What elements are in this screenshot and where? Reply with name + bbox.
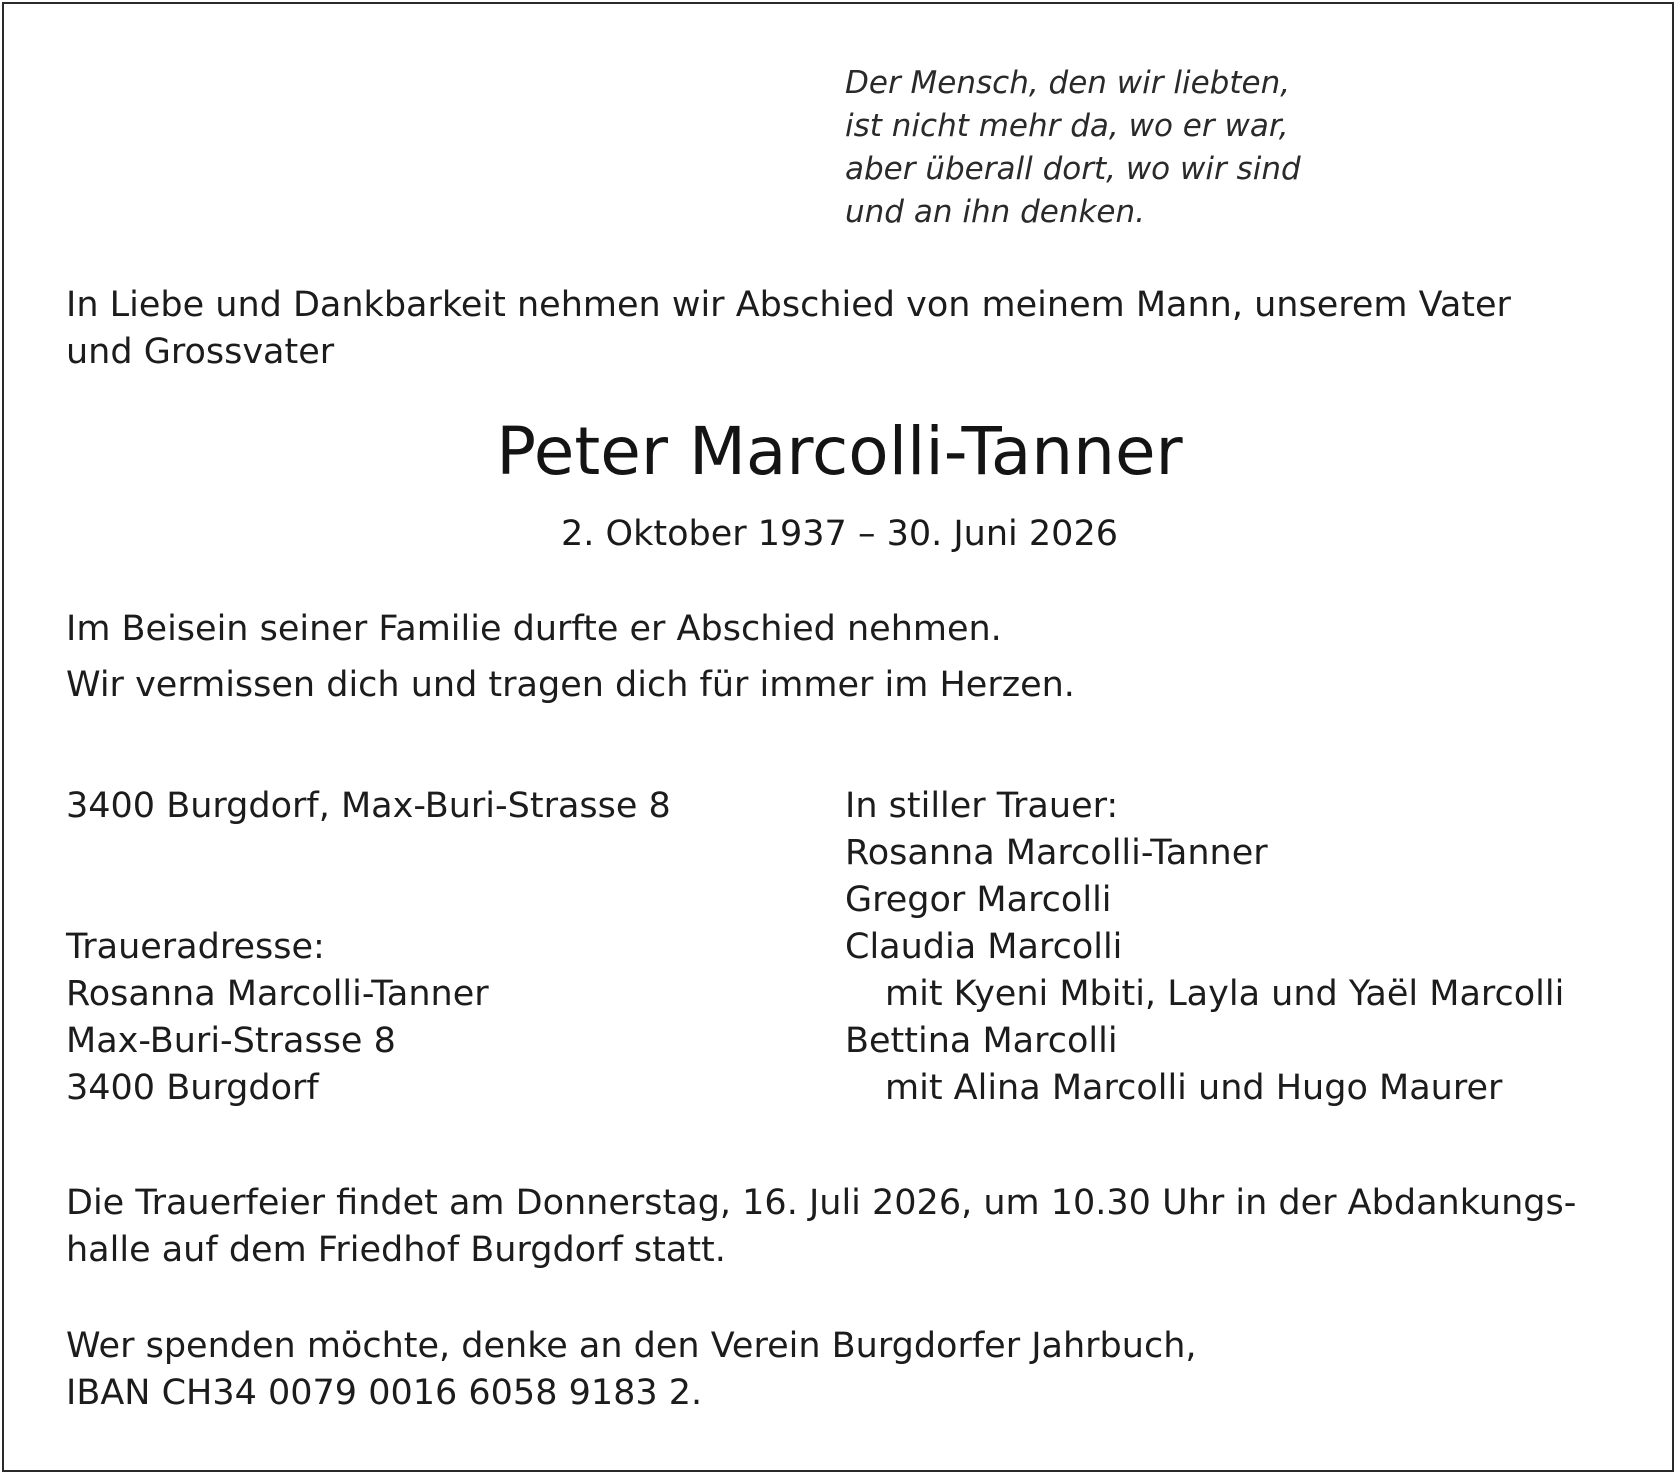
- quote-line: und an ihn denken.: [845, 194, 1146, 230]
- donation-info: [66, 1323, 1197, 1417]
- intro-text: [66, 282, 1511, 376]
- quote-line: aber überall dort, wo wir sind: [845, 151, 1301, 187]
- quote-line: Der Mensch, den wir liebten,: [845, 65, 1291, 101]
- ceremony-line: Die Trauerfeier findet am Donnerstag, 16. Juli 2026, um 10.30 Uhr in der Abdankungs-: [66, 1183, 1577, 1223]
- quote-line: ist nicht mehr da, wo er war,: [845, 108, 1289, 144]
- ceremony-info: [66, 1180, 1576, 1274]
- deceased-name: Peter Marcolli-Tanner: [496, 413, 1183, 490]
- mourners-label: In stiller Trauer:: [845, 786, 1119, 826]
- ceremony-line: halle auf dem Friedhof Burgdorf statt.: [66, 1230, 726, 1270]
- mourners-column: [845, 783, 1564, 1112]
- mourning-address-line: Max-Buri-Strasse 8: [66, 1021, 396, 1061]
- intro-line: In Liebe und Dankbarkeit nehmen wir Abschied von meinem Mann, unserem Vater: [66, 285, 1511, 325]
- life-dates: 2. Oktober 1937 – 30. Juni 2026: [561, 514, 1118, 554]
- residence-address: 3400 Burgdorf, Max-Buri-Strasse 8: [66, 786, 671, 826]
- memorial-quote: [845, 62, 1301, 234]
- farewell-line: Im Beisein seiner Familie durfte er Abschied nehmen.: [66, 609, 1002, 649]
- mourning-address-label: Traueradresse:: [66, 927, 325, 967]
- mourner-name: Gregor Marcolli: [845, 880, 1112, 920]
- mourner-name: Rosanna Marcolli-Tanner: [845, 833, 1268, 873]
- mourning-address-line: Rosanna Marcolli-Tanner: [66, 974, 489, 1014]
- donation-iban: IBAN CH34 0079 0016 6058 9183 2.: [66, 1373, 703, 1413]
- mourner-family: mit Alina Marcolli und Hugo Maurer: [885, 1068, 1503, 1108]
- mourning-address-line: 3400 Burgdorf: [66, 1068, 319, 1108]
- mourner-family: mit Kyeni Mbiti, Layla und Yaël Marcolli: [885, 974, 1565, 1014]
- mourner-name: Claudia Marcolli: [845, 927, 1123, 967]
- mourner-name: Bettina Marcolli: [845, 1021, 1118, 1061]
- farewell-line: Wir vermissen dich und tragen dich für immer im Herzen.: [66, 665, 1075, 705]
- intro-line: und Grossvater: [66, 332, 335, 372]
- donation-line: Wer spenden möchte, denke an den Verein Burgdorfer Jahrbuch,: [66, 1326, 1197, 1366]
- address-column: [66, 783, 671, 1112]
